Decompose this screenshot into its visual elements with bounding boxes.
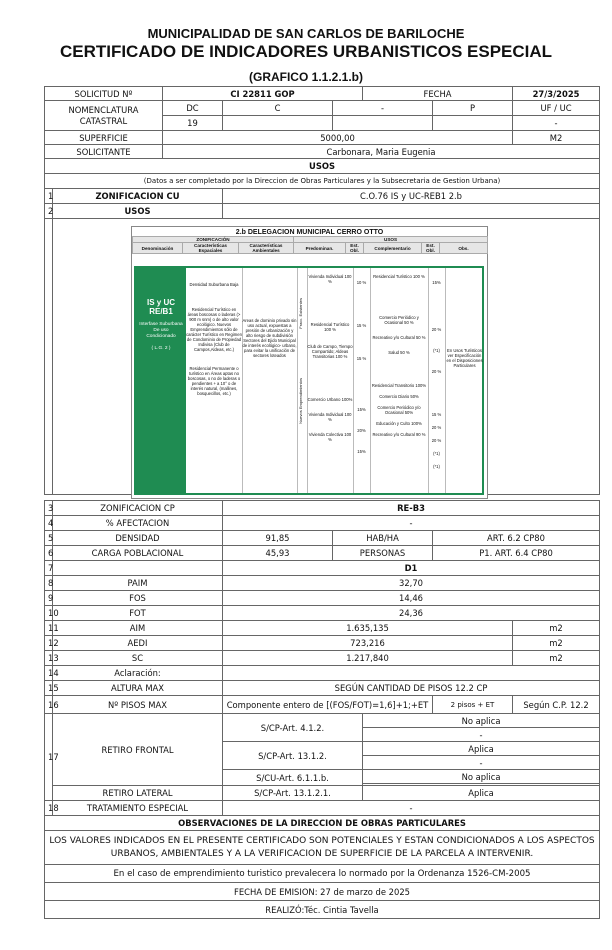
zonificacion-cp-value: RE-B3: [223, 501, 600, 516]
zoning-figure: [131, 226, 488, 499]
solicitante-value: Carbonara, Maria Eugenia: [163, 145, 600, 159]
complementario-text: Comercio Diario 50%: [379, 394, 419, 399]
sc-label: SC: [53, 651, 223, 666]
figure-col-header: Denominación: [133, 243, 183, 254]
retiro-art-3: S/CU-Art. 6.1.1.b.: [223, 770, 363, 786]
est-value: 20 %: [431, 425, 442, 430]
row-number: 2: [45, 204, 53, 219]
predominante-text: Comercio Urbano 100%: [307, 397, 353, 402]
altura-value: SEGÚN CANTIDAD DE PISOS 12.2 CP: [223, 681, 600, 696]
row-number: 4: [45, 516, 53, 531]
nomenclatura-c: C: [223, 101, 333, 116]
densidad-ref: ART. 6.2 CP80: [433, 531, 600, 546]
est-value: 15%: [357, 407, 366, 412]
solicitante-label: SOLICITANTE: [45, 145, 163, 159]
est-value: 20 %: [431, 369, 442, 374]
espaciales-col: [186, 268, 243, 493]
nomenclatura-uf-value: -: [513, 116, 600, 131]
est-value: 20 %: [431, 327, 442, 332]
retiro-value-3: No aplica: [363, 770, 600, 784]
nomenclatura-p-value: [433, 116, 513, 131]
figure-left-margin: [45, 219, 53, 495]
usos-label: USOS: [53, 204, 223, 219]
row-number: 18: [45, 801, 53, 816]
turismo-note: En el caso de emprendimiento turistico prevalecera lo normado por la Ordenanza 1526-CM-2005: [45, 865, 600, 883]
superficie-unit: M2: [513, 131, 600, 145]
fecha-value: 27/3/2025: [513, 87, 600, 101]
fot-value: 24,36: [223, 606, 600, 621]
espacial-text: Densidad Suburbana Baja: [189, 282, 239, 287]
realizo-label: REALIZÓ:: [265, 904, 305, 915]
retiro-frontal-label: RETIRO FRONTAL: [53, 714, 223, 786]
retiro-value-1: No aplica: [363, 714, 600, 728]
predominante-text: Vivienda Colectiva 100 %: [308, 432, 352, 442]
est-value: (*1): [433, 348, 440, 353]
aclaracion-value: [223, 666, 600, 681]
aim-value: 1.635,135: [223, 621, 513, 636]
complementario-text: Comercio Periódico y Ocasional 50 %: [379, 315, 419, 325]
tratamiento-label: TRATAMIENTO ESPECIAL: [53, 801, 223, 816]
predominante-text: Residencial Turístico 100 %: [310, 322, 350, 332]
retiro-art-2: S/CP-Art. 13.1.2.: [223, 742, 363, 770]
nomenclatura-label: NOMENCLATURA CATASTRAL: [45, 101, 163, 131]
obs-text: En Usos Turísticos ver Especificación en el Disposiciones Particulares: [446, 348, 483, 368]
row-number: 17: [45, 714, 53, 801]
superficie-label: SUPERFICIE: [45, 131, 163, 145]
complementario-text: Residencial Transitorio 100%: [371, 383, 427, 388]
carga-value: 45,93: [223, 546, 333, 561]
sc-value: 1.217,840: [223, 651, 513, 666]
pisos-value: 2 pisos + ET: [433, 696, 513, 714]
solicitud-value: CI 22811 GOP: [163, 87, 363, 101]
densidad-unit: HAB/HA: [333, 531, 433, 546]
figure-title: 2.b DELEGACION MUNICIPAL CERRO OTTO: [235, 229, 384, 236]
espacial-text: Residencial Turístico en áreas boscosas o laderas (> 900 m snm) o de alto valor ecológico. Nuevos Emprendimientos sólo de carácter Turístico en Regimen de Condominio de Propiedad Indivisa (Club de Campos,Aldeas, etc.): [186, 307, 242, 352]
est-value: 15%: [432, 280, 441, 285]
ambiental-text: Areas de dominio privado sin uso actual, expuestas a presión de urbanización y alto riesgo de subdivisión Sectores del Ejido Municipal de interés ecológico- urbano, para evitar la unificación de sectores loteados: [242, 318, 297, 358]
densidad-value: 91,85: [223, 531, 333, 546]
zone-name-cell: [136, 268, 186, 493]
aedi-value: 723,216: [223, 636, 513, 651]
complementario-text: Salud 50 %: [388, 350, 410, 355]
nomenclatura-c-value: [223, 116, 333, 131]
complementario-text: Recreativo y/o Cultural 90 %: [372, 432, 426, 437]
fos-label: FOS: [53, 591, 223, 606]
carga-label: CARGA POBLACIONAL: [53, 546, 223, 561]
aedi-label: AEDI: [53, 636, 223, 651]
zonificacion-cu-value: C.O.76 IS y UC-REB1 2.b: [223, 189, 600, 204]
est-value: 15 %: [356, 323, 367, 328]
complementario-text: Residencial Turístico 100 %: [373, 274, 425, 279]
obs-col: [445, 268, 484, 493]
nomenclatura-dc: DC: [163, 101, 223, 116]
observaciones-text: LOS VALORES INDICADOS EN EL PRESENTE CERTIFICADO SON POTENCIALES Y ESTAN CONDICIONADOS A LOS ASPECTOS URBANOS, AMBIENTALES Y A LA VERIFICACION DE SUPERFICIE DE LA PARCELA A INTERVENIR.: [45, 831, 600, 865]
carga-ref: P1. ART. 6.4 CP80: [433, 546, 600, 561]
nomenclatura-p: P: [433, 101, 513, 116]
usos-note: (Datos a ser completado por la Direccion de Obras Particulares y la Subsecretaria de Gestion Urbana): [45, 174, 600, 189]
ambientales-col: [242, 268, 298, 493]
carga-unit: PERSONAS: [333, 546, 433, 561]
fecha-emision: FECHA DE EMISION: 27 de marzo de 2025: [45, 883, 600, 901]
retiro-art-4: S/CP-Art. 13.1.2.1.: [223, 786, 363, 801]
sc-unit: m2: [513, 651, 600, 666]
aedi-unit: m2: [513, 636, 600, 651]
zonificacion-cu-label: ZONIFICACION CU: [53, 189, 223, 204]
solicitud-label: SOLICITUD Nº: [45, 87, 163, 101]
row-number: 1: [45, 189, 53, 204]
figure-col-header: Características Espaciales: [183, 243, 239, 254]
row-number: 6: [45, 546, 53, 561]
est-value: 20%: [357, 428, 366, 433]
zone-name: IS y UC RE/B1: [146, 298, 175, 316]
row-number: 5: [45, 531, 53, 546]
predominante-col: [307, 268, 354, 493]
aim-label: AIM: [53, 621, 223, 636]
fos-value: 14,46: [223, 591, 600, 606]
nomenclatura-sec-value: [333, 116, 433, 131]
nuevos-emprend-label: Nuevos Emprendimientos: [298, 378, 303, 424]
figure-col-header: Complementario: [364, 243, 422, 254]
row-number: 12: [45, 636, 53, 651]
nomenclatura-dc-value: 19: [163, 116, 223, 131]
row-number: 15: [45, 681, 53, 696]
afectacion-label: % AFECTACION: [53, 516, 223, 531]
figure-col-header: Est. Obl.: [346, 243, 364, 254]
pisos-ref: Según C.P. 12.2: [513, 696, 600, 714]
superficie-value: 5000,00: [163, 131, 513, 145]
usos-title: USOS: [45, 159, 600, 174]
figure-usos-header: USOS: [294, 237, 488, 243]
fot-label: FOT: [53, 606, 223, 621]
row-number: 7: [45, 561, 53, 576]
complementario-est-col: [428, 268, 446, 493]
complementario-text: Educación y Culto 100%: [376, 421, 422, 426]
retiro-art-1: S/CP-Art. 4.1.2.: [223, 714, 363, 742]
tratamiento-value: -: [223, 801, 600, 816]
fecha-label: FECHA: [363, 87, 513, 101]
predominante-text: Club de Campo, Tiempo Compartido; Aldeas Transitorias 100 %: [307, 344, 353, 359]
aim-unit: m2: [513, 621, 600, 636]
figure-col-header: Predominan.: [294, 243, 346, 254]
predominante-text: Vivienda Individual 100 %: [308, 412, 352, 422]
municipality-title: MUNICIPALIDAD DE SAN CARLOS DE BARILOCHE: [147, 26, 465, 41]
graphic-reference: (GRAFICO 1.1.2.1.b): [248, 70, 364, 84]
retiro-lateral-label: RETIRO LATERAL: [53, 786, 223, 801]
aclaracion-label: Aclaración:: [53, 666, 223, 681]
zone-lg: ( L.G. 2 ): [151, 346, 171, 351]
row-number: 16: [45, 696, 53, 714]
retiro-value-4: Aplica: [363, 786, 600, 801]
paim-value: 32,70: [223, 576, 600, 591]
district-label: [53, 561, 223, 576]
realizo-name: Téc. Cintia Tavella: [304, 904, 379, 915]
certificate-title: CERTIFICADO DE INDICADORES URBANISTICOS ESPECIAL: [59, 42, 553, 61]
est-value: (*1): [433, 464, 440, 469]
usos-value: [223, 204, 600, 219]
predominante-text: Vivienda Individual 100 %: [308, 274, 352, 284]
est-value: (*1): [433, 451, 440, 456]
pisos-formula: Componente entero de [(FOS/FOT)=1,6]+1;+ET: [223, 696, 433, 714]
complementario-col: [370, 268, 429, 493]
est-value: 15 %: [431, 412, 442, 417]
observaciones-title: OBSERVACIONES DE LA DIRECCION DE OBRAS PARTICULARES: [45, 816, 600, 831]
retiro-value-1b: -: [363, 728, 600, 742]
paim-label: PAIM: [53, 576, 223, 591]
afectacion-value: -: [223, 516, 600, 531]
densidad-label: DENSIDAD: [53, 531, 223, 546]
est-value: 15%: [357, 449, 366, 454]
altura-label: ALTURA MAX: [53, 681, 223, 696]
retiro-value-2: Aplica: [363, 742, 600, 756]
pisos-label: Nº PISOS MAX: [53, 696, 223, 714]
row-number: 13: [45, 651, 53, 666]
complementario-text: Recreativo y/o Cultural 50 %: [372, 335, 426, 340]
zone-frame: [134, 266, 484, 495]
zone-subtitle: Interfase Suburbana De uso Condicionado: [139, 322, 183, 339]
complementario-text: Comercio Periódico y/o Ocasional 50%: [377, 405, 421, 415]
figure-col-header: Est. Obl.: [422, 243, 440, 254]
row-number: 11: [45, 621, 53, 636]
realizo: [45, 901, 600, 919]
est-value: 10 %: [356, 280, 367, 285]
espacial-text: Residencial Permanente o turístico en Áreas aptas no boscosas, o no de laderas o pendientes + a 10° o de interés natural, (mallines, bosquecillos, etc.): [187, 366, 241, 396]
figure-col-header: Obs.: [440, 243, 488, 254]
row-number: 3: [45, 501, 53, 516]
retiro-value-2b: -: [363, 756, 600, 770]
row-number: 14: [45, 666, 53, 681]
row-number: 10: [45, 606, 53, 621]
est-value: 20 %: [431, 438, 442, 443]
district-value: D1: [223, 561, 600, 576]
row-number: 8: [45, 576, 53, 591]
nomenclatura-uf: UF / UC: [513, 101, 600, 116]
est-value: 15 %: [356, 356, 367, 361]
figure-header: [132, 236, 488, 254]
row-number: 9: [45, 591, 53, 606]
nomenclatura-dash: -: [333, 101, 433, 116]
figure-col-header: Características Ambientales: [239, 243, 294, 254]
zonificacion-cp-label: ZONIFICACION CP: [53, 501, 223, 516]
fracc-existentes-label: Fracc. Existentes: [298, 298, 303, 329]
form-lower: [44, 500, 600, 919]
figure-zonificacion-header: ZONIFICACIÓN: [133, 237, 294, 243]
predominante-est-col: [353, 268, 371, 493]
